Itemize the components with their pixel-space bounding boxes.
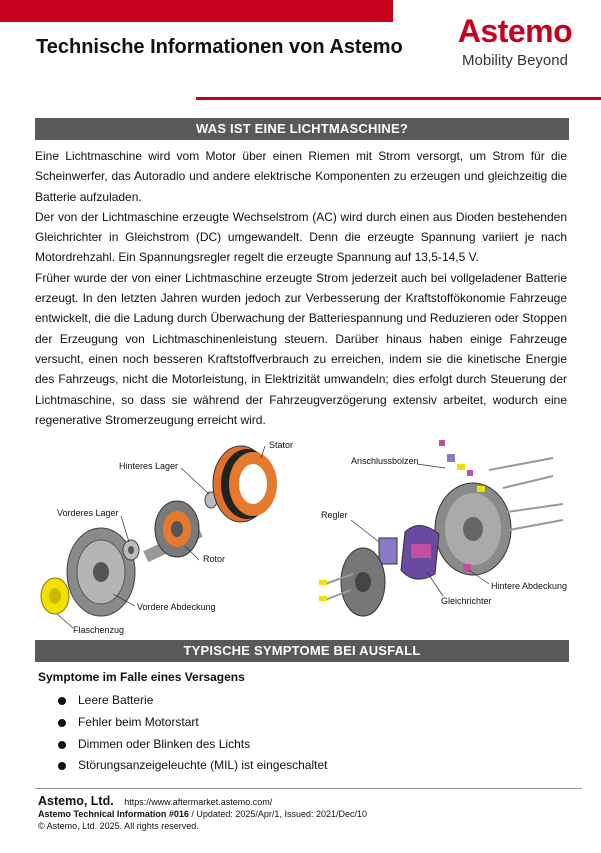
label-pulley: Flaschenzug (73, 625, 125, 635)
label-terminal-bolt: Anschlussbolzen (351, 456, 419, 466)
astemo-logo (440, 12, 590, 70)
front-bearing-illustration (123, 540, 139, 560)
alternator-exploded-view (33, 434, 569, 636)
paragraph: Früher wurde der von einer Lichtmaschine erzeugte Strom jederzeit auch bei vollgeladener Batterie erzeugt. In den letzten Jahren wurden jedoch zur Verbesserung der Kraftstoffökonomie Fahrzeuge entwickelt, die die Ladung durch Überwachung der Batteriespannung und Reduzieren oder Stoppen der Erzeugung von Lichtmaschinenleistung steuern. Darüber hinaus haben einige Fahrzeuge versucht, einen noch besseren Kraftstoffverbrauch zu erreichen, indem sie die kinetische Energie des Fahrzeugs, nicht die Motorleistung, in Elektrizität umwandeln; dies erfolgt durch Steuerung der Lichtmaschine, so dass sie während der Fahrzeugverzögerung extensiv arbeitet, wodurch eine regenerative Stromerzeugung erreicht wird. (35, 270, 567, 427)
list-item-text: Dimmen oder Blinken des Lichts (78, 736, 251, 751)
list-item (56, 690, 327, 712)
bullet-icon (58, 719, 66, 727)
alternator-description (35, 146, 567, 430)
symptoms-list (56, 690, 327, 777)
section-heading-symptoms: TYPISCHE SYMPTOME BEI AUSFALL (35, 640, 569, 662)
section-heading-alternator: WAS IST EINE LICHTMASCHINE? (35, 118, 569, 140)
list-item-text: Störungsanzeigeleuchte (MIL) ist eingeschaltet (78, 758, 328, 773)
regulator-illustration (379, 538, 397, 564)
label-rear-cover: Hintere Abdeckung (491, 581, 568, 591)
list-item-text: Leere Batterie (78, 693, 154, 707)
label-regulator: Regler (321, 510, 348, 520)
footer-copyright: © Astemo, Ltd. 2025. All rights reserved. (38, 821, 199, 831)
label-front-cover: Vordere Abdeckung (137, 602, 216, 612)
paragraph: Eine Lichtmaschine wird vom Motor über einen Riemen mit Strom versorgt, um Strom für die Scheinwerfer, das Autoradio und andere elektrische Komponenten zu erzeugen und gleichzeitig die Batterie aufzuladen. (35, 149, 567, 204)
footer-info-bold: Astemo Technical Information #016 (38, 809, 189, 819)
logo-name: Astemo (457, 13, 573, 49)
footer-url[interactable]: https://www.aftermarket.astemo.com/ (124, 797, 273, 807)
bullet-icon (58, 741, 66, 749)
header-red-bar (0, 0, 393, 22)
rear-cover-illustration (435, 483, 511, 575)
footer-divider (35, 788, 582, 789)
label-rear-bearing: Hinteres Lager (119, 461, 179, 471)
list-item (56, 755, 327, 777)
symptoms-subtitle: Symptome im Falle eines Versagens (38, 670, 245, 684)
list-item (56, 734, 327, 756)
label-front-bearing: Vorderes Lager (57, 508, 119, 518)
label-rotor: Rotor (203, 554, 226, 564)
list-item-text: Fehler beim Motorstart (78, 714, 199, 729)
footer (38, 795, 367, 832)
footer-company: Astemo, Ltd. (38, 794, 114, 808)
header-divider (196, 97, 601, 100)
bullet-icon (58, 697, 66, 705)
rotor-illustration (143, 501, 202, 562)
label-rectifier: Gleichrichter (441, 596, 492, 606)
page-title: Technische Informationen von Astemo (36, 36, 403, 58)
logo-tagline: Mobility Beyond (462, 52, 568, 69)
footer-info-dates: / Updated: 2025/Apr/1, Issued: 2021/Dec/10 (188, 809, 367, 819)
label-stator: Stator (269, 440, 294, 450)
list-item (56, 712, 327, 734)
pulley-illustration (41, 578, 69, 614)
stator-illustration (213, 446, 277, 522)
rectifier-illustration (401, 525, 439, 579)
bullet-icon (58, 762, 66, 770)
front-cover-illustration (67, 528, 135, 616)
paragraph: Der von der Lichtmaschine erzeugte Wechselstrom (AC) wird durch einen aus Dioden bestehenden Gleichrichter in Gleichstrom (DC) umgewandelt. Denn die erzeugte Spannung variiert je nach Motordrehzahl. Ein Spannungsregler regelt die erzeugte Spannung auf 13,5-14,5 V. (35, 209, 567, 265)
rear-plate-illustration (341, 548, 385, 616)
